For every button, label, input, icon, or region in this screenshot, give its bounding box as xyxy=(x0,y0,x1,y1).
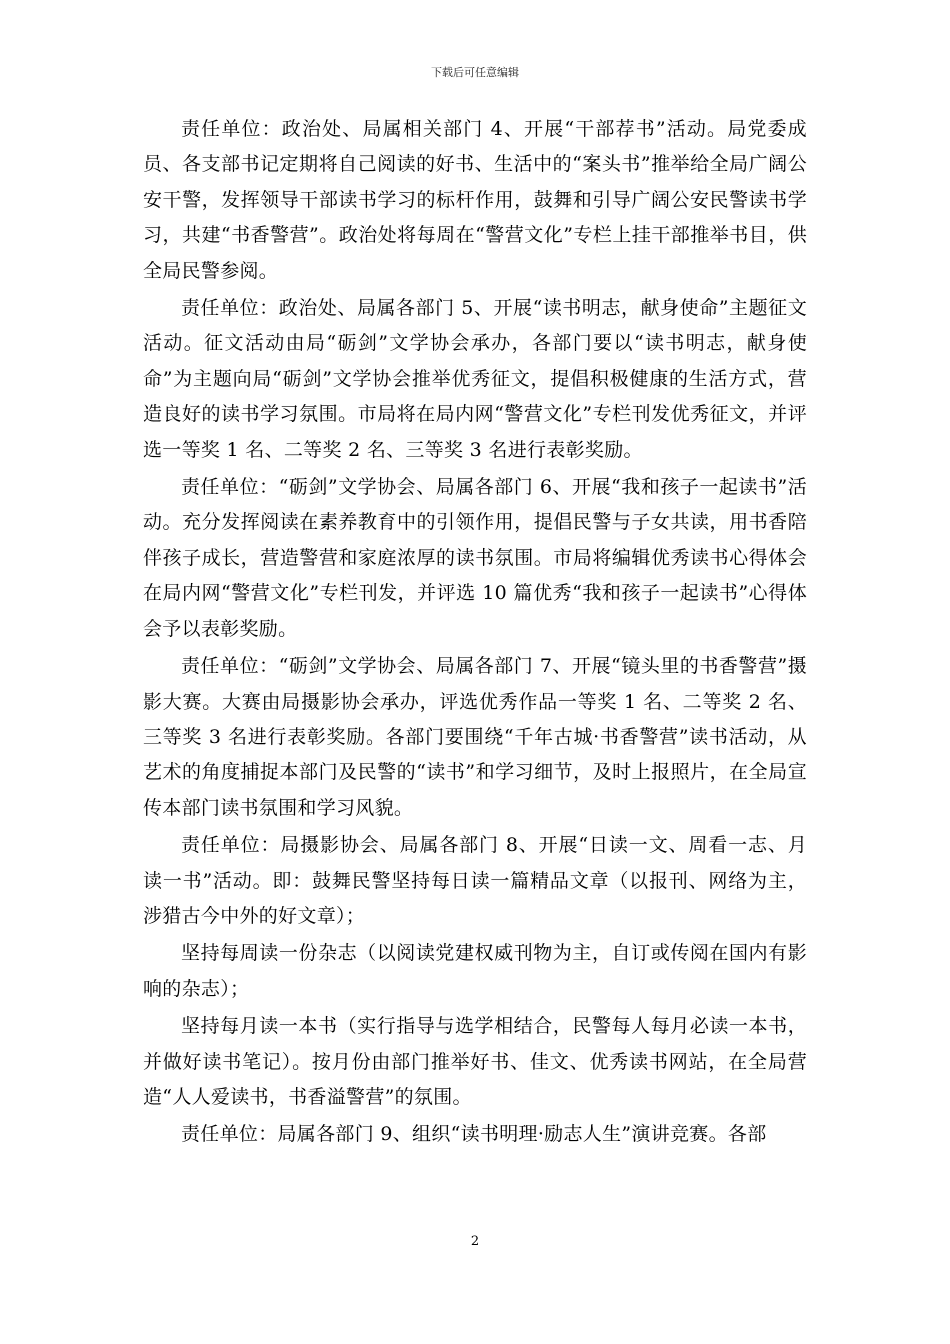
paragraph: 责任单位：政治处、局属相关部门 4、开展“干部荐书”活动。局党委成员、各支部书记定期将自己阅读的好书、生活中的“案头书”推举给全局广阔公安干警，发挥领导干部读书学习的标杆作用，鼓舞和引导广阔公安民警读书学习，共建“书香警营”。政治处将每周在“警营文化”专栏上挂干部推举书目，供全局民警参阅。 xyxy=(143,118,807,282)
document-body xyxy=(143,112,807,1155)
page-header: 下载后可任意编辑 xyxy=(431,66,519,79)
paragraph: 坚持每月读一本书（实行指导与选学相结合，民警每人每月必读一本书，并做好读书笔记）。按月份由部门推举好书、佳文、优秀读书网站，在全局营造“人人爱读书，书香溢警营”的氛围。 xyxy=(143,1015,807,1108)
page-number: 2 xyxy=(470,1234,480,1249)
paragraph: 坚持每周读一份杂志（以阅读党建权威刊物为主，自订或传阅在国内有影响的杂志）； xyxy=(143,942,807,1000)
paragraph: 责任单位：“砺剑”文学协会、局属各部门 7、开展“镜头里的书香警营”摄影大赛。大赛由局摄影协会承办，评选优秀作品一等奖 1 名、二等奖 2 名、三等奖 3 名进行表彰奖励。各部门要围绕“千年古城·书香警营”读书活动，从艺术的角度捕捉本部门及民警的“读书”和学习细节，及时上报照片，在全局宣传本部门读书氛围和学习风貌。 xyxy=(143,655,807,819)
paragraph: 责任单位：局摄影协会、局属各部门 8、开展“日读一文、周看一志、月读一书”活动。即：鼓舞民警坚持每日读一篇精品文章（以报刊、网络为主，涉猎古今中外的好文章）； xyxy=(143,834,807,927)
paragraph: 责任单位：局属各部门 9、组织“读书明理·励志人生”演讲竞赛。各部 xyxy=(181,1123,767,1146)
paragraph: 责任单位：“砺剑”文学协会、局属各部门 6、开展“我和孩子一起读书”活动。充分发挥阅读在素养教育中的引领作用，提倡民警与子女共读，用书香陪伴孩子成长，营造警营和家庭浓厚的读书氛围。市局将编辑优秀读书心得体会在局内网“警营文化”专栏刊发，并评选 10 篇优秀“我和孩子一起读书”心得体会予以表彰奖励。 xyxy=(143,476,807,640)
paragraph: 责任单位：政治处、局属各部门 5、开展“读书明志，献身使命”主题征文活动。征文活动由局“砺剑”文学协会承办，各部门要以“读书明志，献身使命”为主题向局“砺剑”文学协会推举优秀征文，提倡积极健康的生活方式，营造良好的读书学习氛围。市局将在局内网“警营文化”专栏刊发优秀征文，并评选一等奖 1 名、二等奖 2 名、三等奖 3 名进行表彰奖励。 xyxy=(143,297,807,461)
